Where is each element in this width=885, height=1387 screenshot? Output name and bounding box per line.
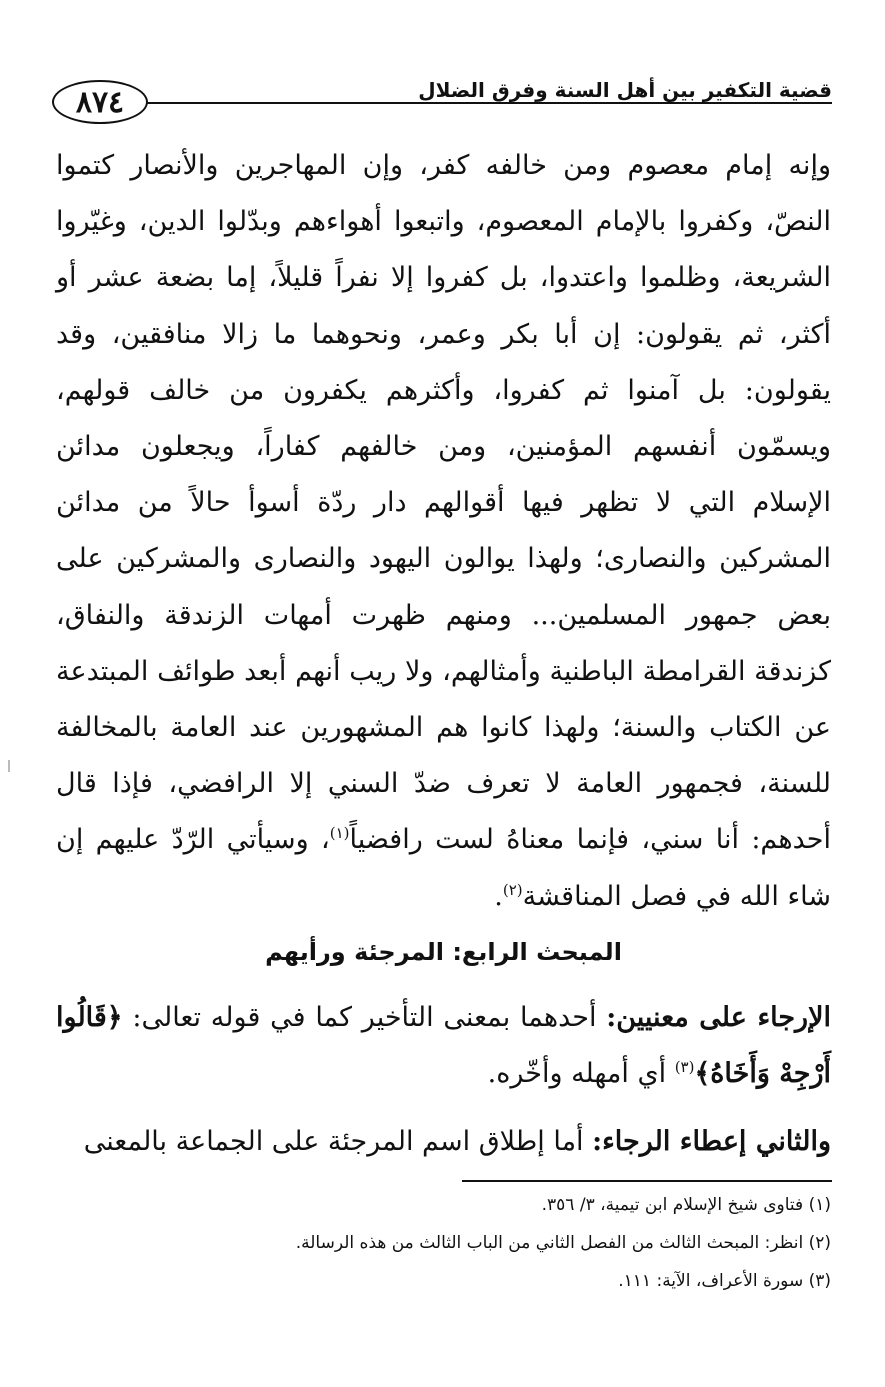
paragraph-text-cont: ، وسيأتي الرّدّ عليهم إن شاء الله في فصل المناقشة bbox=[56, 824, 831, 912]
footnote-3: (٣) سورة الأعراف، الآية: ١١١. bbox=[618, 1271, 831, 1291]
section-body bbox=[56, 990, 831, 1170]
main-paragraph bbox=[56, 138, 831, 925]
paragraph-end: . bbox=[494, 880, 503, 912]
scan-mark bbox=[8, 760, 10, 772]
footnote-1: (١) فتاوى شيخ الإسلام ابن تيمية، ٣/ ٣٥٦. bbox=[541, 1195, 831, 1215]
footnote-ref-3[interactable]: (٣) bbox=[674, 1058, 695, 1076]
quran-quote: ﴿قَالُوا أَرْجِهْ وَأَخَاهُ﴾ bbox=[56, 1002, 831, 1089]
footnote-separator bbox=[462, 1180, 832, 1182]
header-rule bbox=[132, 102, 832, 104]
term-lead: الإرجاء على معنيين: bbox=[606, 1002, 831, 1033]
second-meaning-text: أما إطلاق اسم المرجئة على الجماعة بالمعنى bbox=[83, 1126, 593, 1157]
footnote-ref-1[interactable]: (١) bbox=[329, 824, 350, 843]
footnote-2: (٢) انظر: المبحث الثالث من الفصل الثاني من الباب الثالث من هذه الرسالة. bbox=[295, 1233, 831, 1253]
second-meaning-lead: والثاني إعطاء الرجاء: bbox=[592, 1126, 831, 1157]
footnotes bbox=[56, 1186, 831, 1300]
paragraph-text: وإنه إمام معصوم ومن خالفه كفر، وإن المهاجرين والأنصار كتموا النصّ، وكفروا بالإمام المعصوم، واتبعوا أهواءهم وبدّلوا الدين، وغيّروا الشريعة، وظلموا واعتدوا، بل كفروا إلا نفراً قليلاً، إما بضعة عشر أو أكثر، ثم يقولون: إن أبا بكر وعمر، ونحوهما ما زالا منافقين، وقد يقولون: بل آمنوا ثم كفروا، وأكثرهم يكفرون من خالف قولهم، ويسمّون أنفسهم المؤمنين، ومن خالفهم كفاراً، ويجعلون مدائن الإسلام التي لا تظهر فيها أقوالهم دار ردّة أسوأ حالاً من مدائن المشركين والنصارى؛ ولهذا يوالون اليهود والنصارى والمشركين على بعض جمهور المسلمين... ومنهم ظهرت أمهات الزندقة والنفاق، كزندقة القرامطة الباطنية وأمثالهم، ولا ريب أنهم أبعد طوائف المبتدعة عن الكتاب والسنة؛ ولهذا كانوا هم المشهورين عند العامة بالمخالفة للسنة، فجمهور العامة لا تعرف ضدّ السني إلا الرافضي، فإذا قال أحدهم: أنا سني، فإنما معناهُ لست رافضياً bbox=[56, 150, 831, 856]
section-heading: المبحث الرابع: المرجئة ورأيهم bbox=[265, 938, 622, 966]
footnote-ref-2[interactable]: (٢) bbox=[502, 880, 523, 899]
page-number: ٨٧٤ bbox=[52, 80, 148, 124]
section-text-tail: أي أمهله وأخّره. bbox=[487, 1058, 675, 1089]
page-header bbox=[52, 72, 832, 122]
section-text: أحدهما بمعنى التأخير كما في قوله تعالى: bbox=[122, 1002, 607, 1033]
running-title: قضية التكفير بين أهل السنة وفرق الضلال bbox=[418, 78, 832, 102]
